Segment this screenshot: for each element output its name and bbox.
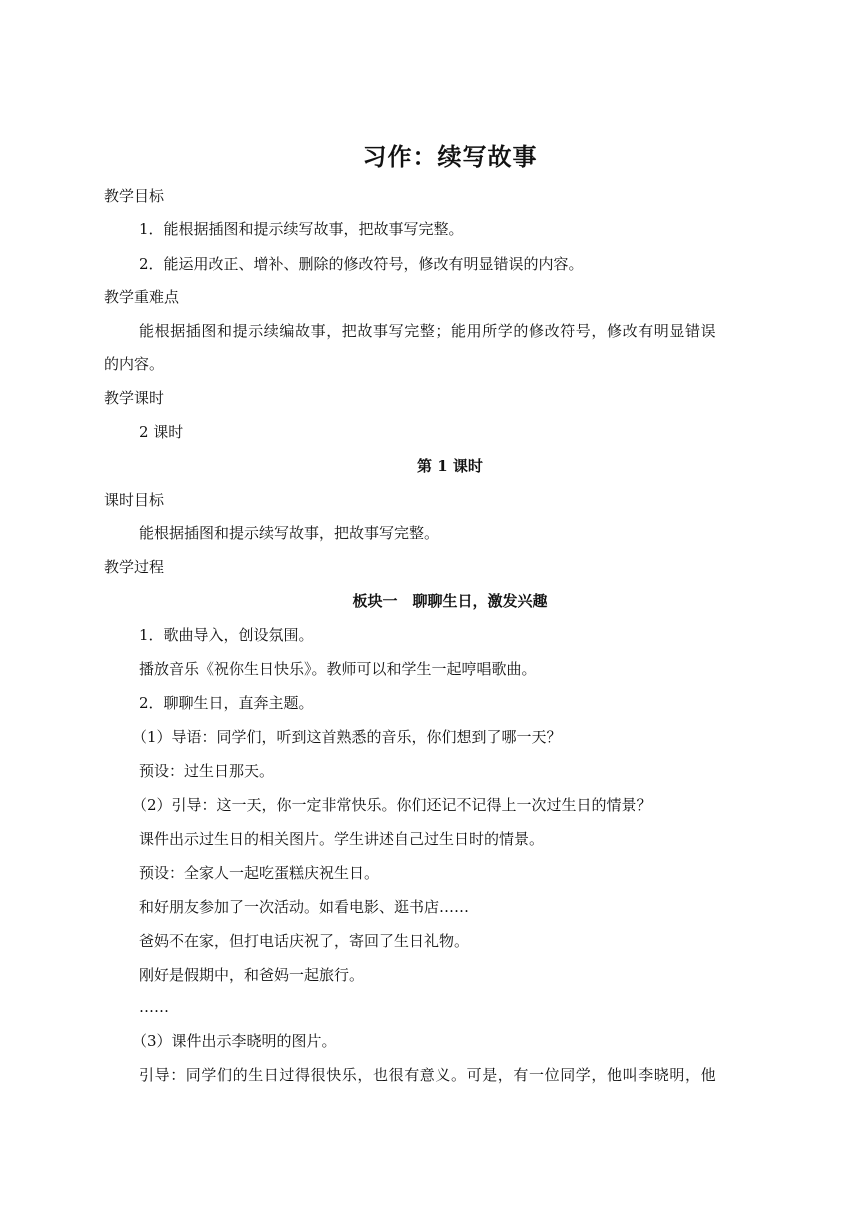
- document-title: 习作：续写故事: [362, 143, 538, 171]
- section-1-heading: 板块一 聊聊生日，激发兴趣: [352, 592, 548, 610]
- lesson-goal-text: 能根据插图和提示续写故事，把故事写完整。: [139, 524, 440, 542]
- step-1-detail: 播放音乐《祝你生日快乐》。教师可以和学生一起哼唱歌曲。: [139, 660, 537, 678]
- heading-key-difficulties: 教学重难点: [104, 288, 180, 306]
- courseware-note: 课件出示过生日的相关图片。学生讲述自己过生日时的情景。: [139, 830, 545, 848]
- lesson-1-heading: 第 1 课时: [417, 457, 483, 475]
- goal-item-2: 2．能运用改正、增补、删除的修改符号，修改有明显错误的内容。: [139, 255, 584, 273]
- heading-lesson-goals: 课时目标: [104, 491, 165, 509]
- step-1: 1．歌曲导入，创设氛围。: [139, 626, 314, 644]
- example-travel: 刚好是假期中，和爸妈一起旅行。: [139, 966, 365, 984]
- guidance-line: 引导：同学们的生日过得很快乐，也很有意义。可是，有一位同学，他叫李晓明，他: [139, 1066, 717, 1084]
- preset-1: 预设：过生日那天。: [139, 762, 275, 780]
- preset-2: 预设：全家人一起吃蛋糕庆祝生日。: [139, 864, 380, 882]
- difficulties-text-line-1: 能根据插图和提示续编故事，把故事写完整；能用所学的修改符号，修改有明显错误: [139, 322, 717, 340]
- difficulties-text-line-2: 的内容。: [104, 355, 165, 373]
- example-parents-away: 爸妈不在家，但打电话庆祝了，寄回了生日礼物。: [139, 932, 470, 950]
- goal-item-1: 1．能根据插图和提示续写故事，把故事写完整。: [139, 220, 464, 238]
- class-hours-value: 2 课时: [139, 423, 184, 441]
- step-2-sub-2: （2）引导：这一天，你一定非常快乐。你们还记不记得上一次过生日的情景？: [132, 796, 652, 814]
- heading-teaching-process: 教学过程: [104, 558, 165, 576]
- example-friends: 和好朋友参加了一次活动。如看电影、逛书店……: [139, 898, 470, 916]
- ellipsis-line: ……: [139, 998, 169, 1016]
- heading-class-hours: 教学课时: [104, 389, 165, 407]
- step-2-sub-3: （3）课件出示李晓明的图片。: [132, 1032, 337, 1050]
- heading-teaching-goals: 教学目标: [104, 187, 165, 205]
- step-2-sub-1: （1）导语：同学们，听到这首熟悉的音乐，你们想到了哪一天？: [132, 728, 562, 746]
- step-2: 2．聊聊生日，直奔主题。: [139, 694, 314, 712]
